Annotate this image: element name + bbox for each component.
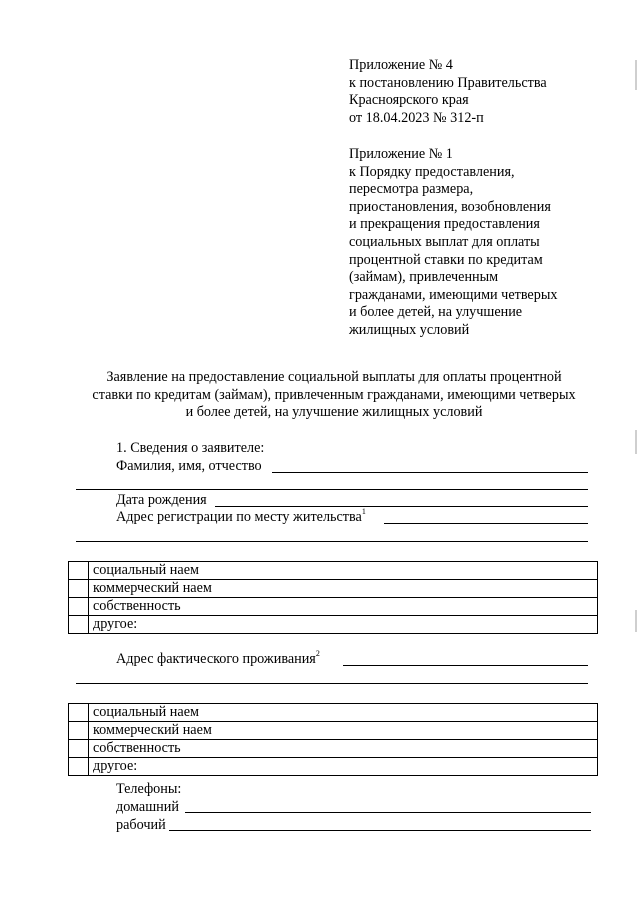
birth-date-field[interactable] [215,506,588,507]
registration-housing-type-table [68,561,598,634]
housing-option-row [69,598,598,616]
annex-4-line: от 18.04.2023 № 312-п [349,109,484,126]
actual-housing-type-table [68,703,598,776]
full-name-label: Фамилия, имя, отчество [116,458,262,474]
full-name-field[interactable] [272,472,588,473]
home-phone-label: домашний [116,799,179,815]
registration-address-text: Адрес регистрации по месту жительства [116,509,362,525]
title-line: ставки по кредитам (займам), привлеченным гражданами, имеющими четверых [92,386,576,403]
scan-artifact [635,430,637,454]
housing-option-checkbox[interactable] [69,616,89,634]
housing-option-label: социальный наем [89,704,598,722]
annex-1-line: процентной ставки по кредитам [349,251,543,268]
home-phone-field[interactable] [185,812,591,813]
scan-artifact [635,60,637,90]
annex-1-line: пересмотра размера, [349,181,474,198]
housing-option-label: другое: [89,616,598,634]
housing-option-label: коммерческий наем [89,580,598,598]
housing-option-checkbox[interactable] [69,598,89,616]
registration-address-label [116,509,366,526]
work-phone-field[interactable] [169,830,591,831]
housing-option-checkbox[interactable] [69,722,89,740]
registration-address-field[interactable] [384,523,588,524]
title-line: Заявление на предоставление социальной выплаты для оплаты процентной [106,369,562,385]
registration-address-field-continuation[interactable] [76,541,588,542]
housing-option-label: собственность [89,598,598,616]
phones-heading: Телефоны: [116,781,182,797]
actual-address-field[interactable] [343,665,588,666]
annex-1-line: (займам), привлеченным [349,269,499,286]
housing-option-label: другое: [89,758,598,776]
annex-4-header [349,57,547,127]
annex-1-line: и более детей, на улучшение [349,304,523,321]
actual-address-label [116,651,320,668]
footnote-marker: 1 [361,507,366,517]
housing-option-checkbox[interactable] [69,758,89,776]
annex-1-line: жилищных условий [349,321,470,338]
annex-1-line: к Порядку предоставления, [349,163,515,180]
annex-4-line: к постановлению Правительства [349,74,547,91]
annex-1-line: социальных выплат для оплаты [349,233,540,250]
housing-option-checkbox[interactable] [69,704,89,722]
housing-option-row [69,758,598,776]
actual-address-text: Адрес фактического проживания [116,651,316,667]
housing-option-label: коммерческий наем [89,722,598,740]
birth-date-label: Дата рождения [116,492,207,508]
annex-4-line: Приложение № 4 [349,57,453,73]
housing-option-label: социальный наем [89,562,598,580]
housing-option-checkbox[interactable] [69,740,89,758]
housing-option-label: собственность [89,740,598,758]
housing-option-row [69,562,598,580]
footnote-marker: 2 [315,649,320,659]
annex-1-header [349,146,557,340]
title-line: и более детей, на улучшение жилищных условий [185,404,483,421]
housing-option-checkbox[interactable] [69,562,89,580]
annex-1-line: Приложение № 1 [349,146,453,162]
scan-artifact [635,610,637,632]
actual-address-field-continuation[interactable] [76,683,588,684]
annex-1-line: и прекращения предоставления [349,216,540,233]
work-phone-label: рабочий [116,817,166,833]
annex-4-line: Красноярского края [349,92,469,109]
housing-option-row [69,704,598,722]
housing-option-row [69,580,598,598]
annex-1-line: приостановления, возобновления [349,198,551,215]
application-title [70,369,598,422]
annex-1-line: гражданами, имеющими четверых [349,286,558,303]
full-name-field-continuation[interactable] [76,489,588,490]
applicant-section-heading: 1. Сведения о заявителе: [116,440,265,456]
housing-option-checkbox[interactable] [69,580,89,598]
housing-option-row [69,740,598,758]
housing-option-row [69,616,598,634]
housing-option-row [69,722,598,740]
